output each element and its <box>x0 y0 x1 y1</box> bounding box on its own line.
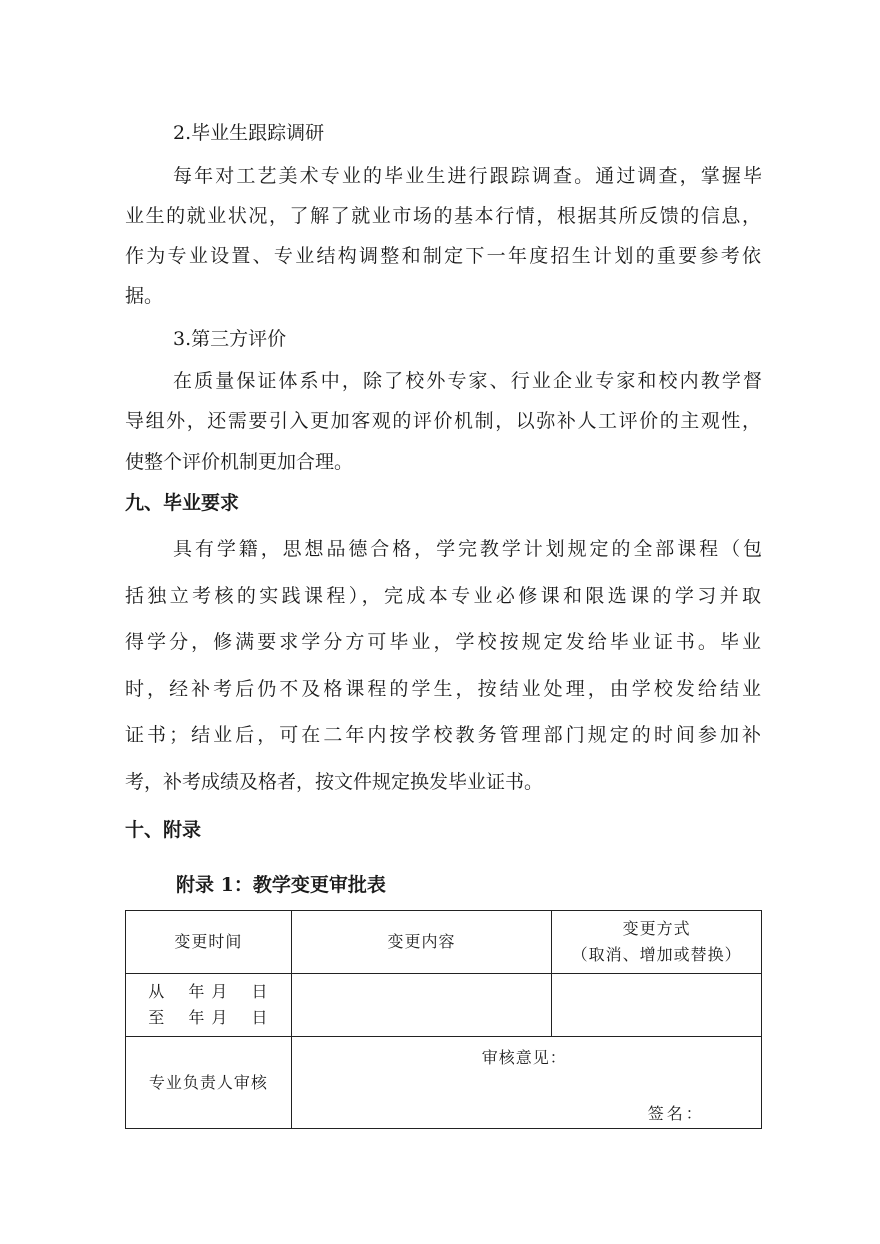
from-date-line: 从 年 月 日 <box>148 982 269 1001</box>
header-cell-content: 变更内容 <box>291 911 552 974</box>
to-date-line: 至 年 月 日 <box>148 1008 269 1027</box>
signature-label: 签名： <box>647 1104 705 1123</box>
change-content-cell[interactable] <box>291 974 552 1037</box>
change-method-cell[interactable] <box>552 974 762 1037</box>
header-cell-time: 变更时间 <box>126 911 292 974</box>
header-cell-method: 变更方式 （取消、增加或替换） <box>552 911 762 974</box>
review-label-cell: 专业负责人审核 <box>126 1037 292 1129</box>
paragraph-line: 时，经补考后仍不及格课程的学生，按结业处理，由学校发给结业 <box>125 678 761 700</box>
paragraph-line: 每年对工艺美术专业的毕业生进行跟踪调查。通过调查，掌握毕 <box>173 165 762 187</box>
paragraph-line: 使整个评价机制更加合理。 <box>125 451 354 473</box>
paragraph-line: 考，补考成绩及格者，按文件规定换发毕业证书。 <box>125 771 544 793</box>
paragraph-line: 具有学籍，思想品德合格，学完教学计划规定的全部课程（包 <box>173 538 762 560</box>
date-range-cell[interactable] <box>126 974 292 1037</box>
table-header-row <box>126 911 762 974</box>
paragraph-line: 导组外，还需要引入更加客观的评价机制，以弥补人工评价的主观性， <box>125 410 761 432</box>
subheading-graduate-tracking: 2.毕业生跟踪调研 <box>173 122 325 144</box>
paragraph-line: 在质量保证体系中，除了校外专家、行业企业专家和校内教学督 <box>173 370 762 392</box>
table-row-review <box>126 1037 762 1129</box>
table-row-date-range <box>126 974 762 1037</box>
paragraph-line: 证书；结业后，可在二年内按学校教务管理部门规定的时间参加补 <box>125 724 761 746</box>
heading-appendix: 十、附录 <box>125 819 202 841</box>
heading-graduation-requirements: 九、毕业要求 <box>125 492 240 514</box>
review-opinion-cell[interactable] <box>291 1037 761 1129</box>
appendix-table-title: 附录 1：教学变更审批表 <box>176 874 386 896</box>
paragraph-line: 作为专业设置、专业结构调整和制定下一年度招生计划的重要参考依 <box>125 245 761 267</box>
review-opinion-label: 审核意见： <box>481 1048 567 1067</box>
paragraph-line: 业生的就业状况，了解了就业市场的基本行情，根据其所反馈的信息， <box>125 205 761 227</box>
paragraph-line: 括独立考核的实践课程），完成本专业必修课和限选课的学习并取 <box>125 585 761 607</box>
paragraph-line: 据。 <box>125 285 164 307</box>
change-approval-table <box>125 910 762 1129</box>
subheading-third-party: 3.第三方评价 <box>173 328 287 350</box>
paragraph-line: 得学分，修满要求学分方可毕业，学校按规定发给毕业证书。毕业 <box>125 631 761 653</box>
